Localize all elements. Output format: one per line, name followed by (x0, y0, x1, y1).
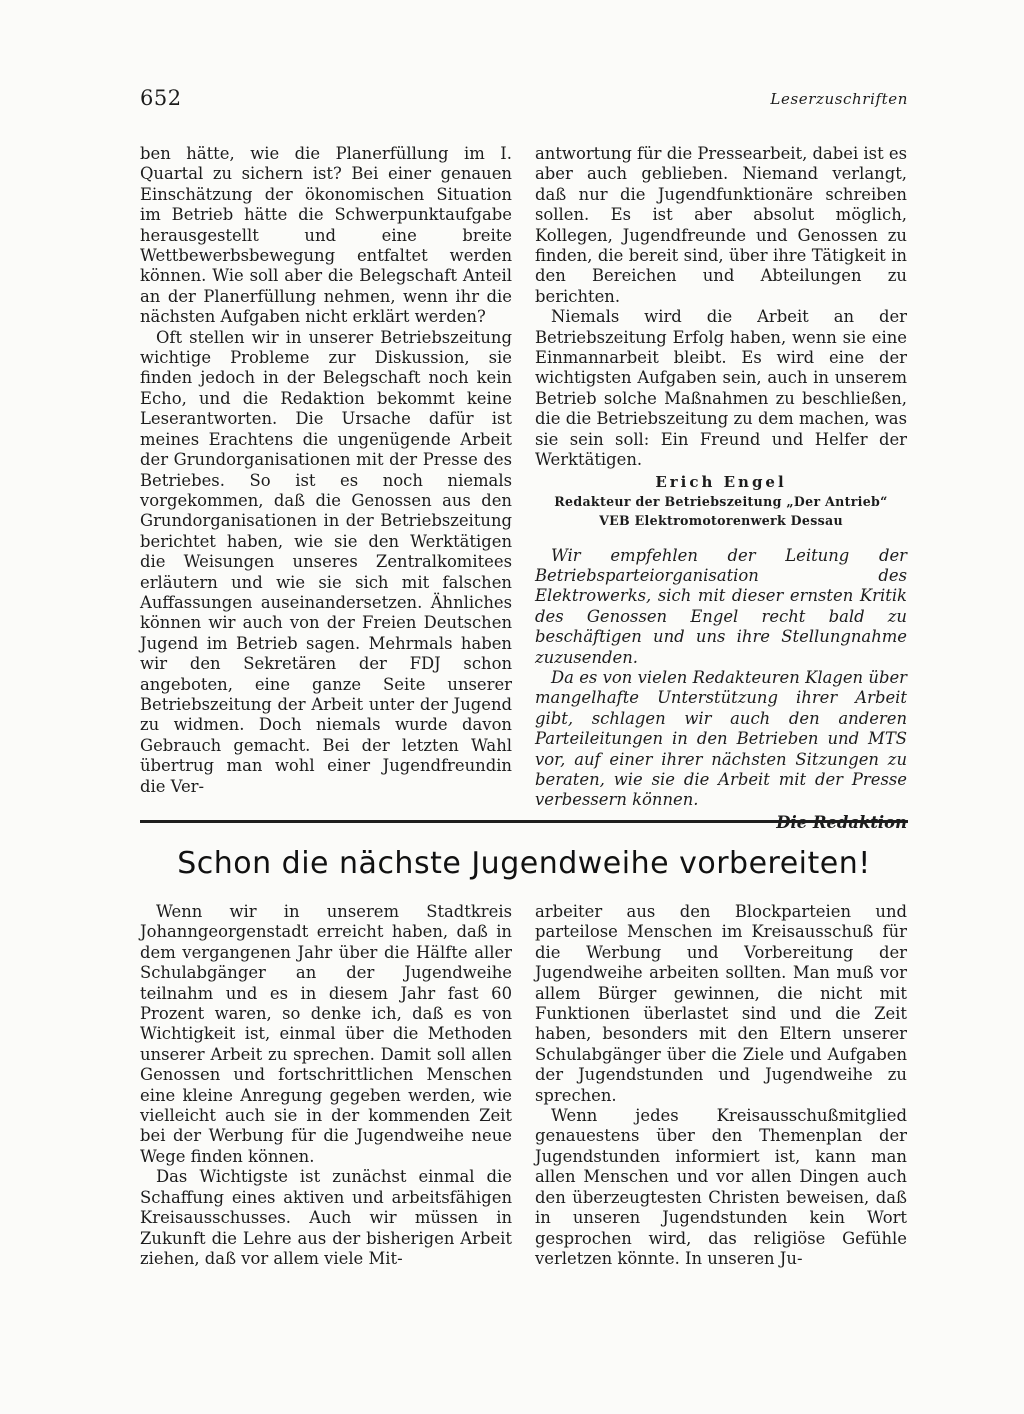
letter-column-right (535, 144, 907, 833)
signature-org: VEB Elektromotorenwerk Dessau (599, 512, 843, 528)
editor-note: Da es von vielen Redakteuren Klagen über mangelhafte Unterstützung ihrer Arbeit gibt, schlagen wir auch den anderen Parteileitungen in den Betrieben und MTS vor, auf einer ihrer nächsten Sitzungen zu beraten, wie sie die Arbeit mit der Presse verbessern können. (535, 667, 907, 810)
signature-name: Erich Engel (655, 472, 787, 491)
editor-note: Wir empfehlen der Leitung der Betriebsparteiorganisation des Elektrowerks, sich mit dieser ernsten Kritik des Genossen Engel recht bald zu beschäftigen und uns ihre Stellungnahme zuzusenden. (535, 545, 907, 667)
paragraph: arbeiter aus den Blockparteien und parteilose Menschen im Kreisausschuß für die Werbung und Vorbereitung der Jugendweihe arbeiten sollten. Man muß vor allem Bürger gewinnen, die nicht mit Funktionen überlastet sind und die Zeit haben, besonders mit den Eltern unserer Schulabgänger über die Ziele und Aufgaben der Jugendstunden und Jugendweihe zu sprechen. (535, 902, 907, 1105)
signature-role: Redakteur der Betriebszeitung „Der Antrieb“ (554, 493, 888, 509)
running-head: Leserzuschriften (770, 90, 908, 108)
paragraph: Das Wichtigste ist zunächst einmal die Schaffung eines aktiven und arbeitsfähigen Kreisausschusses. Auch wir müssen in Zukunft die Lehre aus der bisherigen Arbeit ziehen, daß vor allem viele Mit- (140, 1167, 512, 1268)
article-headline: Schon die nächste Jugendweihe vorbereiten! (177, 846, 871, 881)
paragraph: ben hätte, wie die Planerfüllung im I. Quartal zu sichern ist? Bei einer genauen Einschätzung der ökonomischen Situation im Betrieb hätte die Schwerpunktaufgabe herausgestellt und eine breite Wettbewerbsbewegung entfaltet werden können. Wie soll aber die Belegschaft Anteil an der Planerfüllung nehmen, wenn ihr die nächsten Aufgaben nicht erklärt werden? (140, 144, 512, 327)
article-column-left (140, 902, 512, 1269)
paragraph: Oft stellen wir in unserer Betriebszeitung wichtige Probleme zur Diskussion, sie finden jedoch in der Belegschaft noch kein Echo, und die Redaktion bekommt keine Leserantworten. Die Ursache dafür ist meines Erachtens die ungenügende Arbeit der Grundorganisationen mit der Presse des Betriebes. So ist es noch niemals vorgekommen, daß die Genossen aus den Grundorganisationen in der Betriebszeitung berichtet haben, wie sie den Werktätigen die Weisungen unseres Zentralkomitees erläutern und wie sie sich mit falschen Auffassungen auseinandersetzen. Ähnliches können wir auch von der Freien Deutschen Jugend im Betrieb sagen. Mehrmals haben wir den Sekretären der FDJ schon angeboten, eine ganze Seite unserer Betriebszeitung der Arbeit unter der Jugend zu widmen. Doch niemals wurde davon Gebrauch gemacht. Bei der letzten Wahl übertrug man wohl einer Jugendfreundin die Ver- (140, 327, 512, 796)
article-column-right (535, 902, 907, 1269)
paragraph: Niemals wird die Arbeit an der Betriebszeitung Erfolg haben, wenn sie eine Einmannarbeit bleibt. Es wird eine der wichtigsten Aufgaben sein, auch in unserem Betrieb solche Maßnahmen zu beschließen, die die Betriebszeitung zu dem machen, was sie sein soll: Ein Freund und Helfer der Werktätigen. (535, 307, 907, 470)
paragraph: Wenn wir in unserem Stadtkreis Johanngeorgenstadt erreicht haben, daß in dem vergangenen Jahr über die Hälfte aller Schulabgänger an der Jugendweihe teilnahm und es in diesem Jahr fast 60 Prozent waren, so denke ich, daß es von Wichtigkeit ist, einmal über die Methoden unserer Arbeit zu sprechen. Damit soll allen Genossen und fortschrittlichen Menschen eine kleine Anregung gegeben werden, wie vielleicht auch sie in der kommenden Zeit bei der Werbung für die Jugendweihe neue Wege finden können. (140, 902, 512, 1166)
letter-column-left (140, 144, 512, 797)
page-number: 652 (140, 86, 182, 110)
paragraph: antwortung für die Pressearbeit, dabei ist es aber auch geblieben. Niemand verlangt, daß nur die Jugendfunktionäre schreiben sollen. Es ist aber absolut möglich, Kollegen, Jugendfreunde und Genossen zu finden, die bereit sind, über ihre Tätigkeit in den Bereichen und Abteilungen zu berichten. (535, 144, 907, 306)
paragraph: Wenn jedes Kreisausschußmitglied genauestens über den Themenplan der Jugendstunden informiert ist, kann man allen Menschen und vor allen Dingen auch den überzeugtesten Christen beweisen, daß in unseren Jugendstunden kein Wort gesprochen wird, das religiöse Gefühle verletzen könnte. In unseren Ju- (535, 1106, 907, 1268)
section-divider (140, 820, 908, 823)
